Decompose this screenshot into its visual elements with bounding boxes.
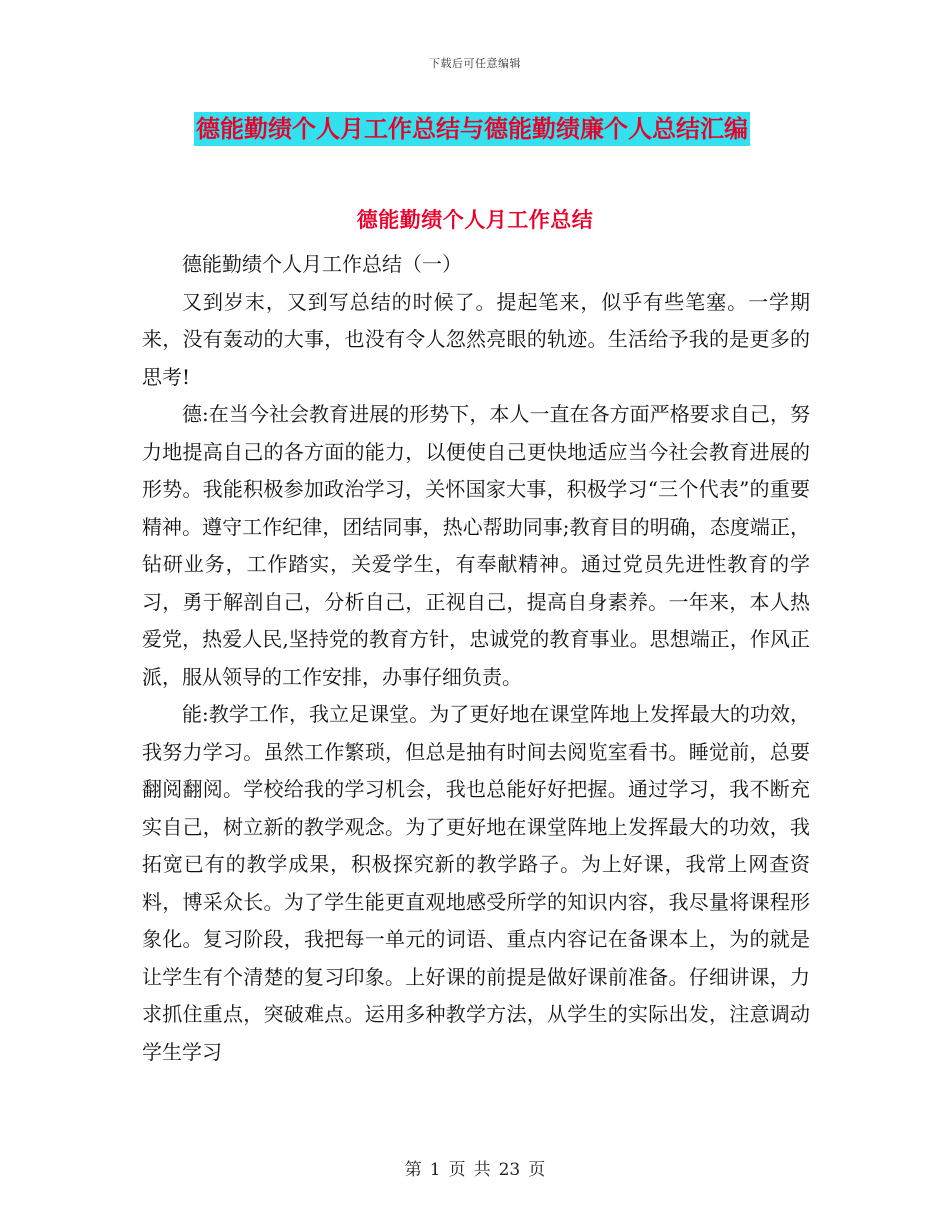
document-title: 德能勤绩个人月工作总结与德能勤绩廉个人总结汇编 [194, 112, 750, 146]
footer-page-unit: 页 [448, 1160, 466, 1180]
header-note: 下载后可任意编辑 [429, 57, 521, 70]
paragraph-subtitle: 德能勤绩个人月工作总结（一） [182, 252, 462, 276]
footer-page-number: 1 [429, 1160, 441, 1180]
section-title: 德能勤绩个人月工作总结 [356, 208, 594, 232]
paragraph-de: 德:在当今社会教育进展的形势下，本人一直在各方面严格要求自己，努力地提高自己的各方面的能力，以便使自己更快地适应当今社会教育进展的形势。我能积极参加政治学习，关怀国家大事，积极学习“三个代表”的重要精神。遵守工作纪律，团结同事，热心帮助同事;教育目的明确，态度端正，钻研业务，工作踏实，关爱学生，有奉献精神。通过党员先进性教育的学习，勇于解剖自己，分析自己，正视自己，提高自身素养。一年来，本人热爱党，热爱人民,坚持党的教育方针，忠诚党的教育事业。思想端正，作风正派，服从领导的工作安排，办事仔细负责。 [142, 402, 810, 689]
paragraph-intro: 又到岁末，又到写总结的时候了。提起笔来，似乎有些笔塞。一学期来，没有轰动的大事，也没有令人忽然亮眼的轨迹。生活给予我的是更多的思考! [142, 289, 810, 389]
body-text [142, 246, 810, 1071]
paragraph-neng: 能:教学工作，我立足课堂。为了更好地在课堂阵地上发挥最大的功效，我努力学习。虽然工作繁琐，但总是抽有时间去阅览室看书。睡觉前，总要翻阅翻阅。学校给我的学习机会，我也总能好好把握。通过学习，我不断充实自己，树立新的教学观念。为了更好地在课堂阵地上发挥最大的功效，我拓宽已有的教学成果，积极探究新的教学路子。为上好课，我常上网查资料，博采众长。为了学生能更直观地感受所学的知识内容，我尽量将课程形象化。复习阶段，我把每一单元的词语、重点内容记在备课本上，为的就是让学生有个清楚的复习印象。上好课的前提是做好课前准备。仔细讲课，力求抓住重点，突破难点。运用多种教学方法，从学生的实际出发，注意调动学生学习 [142, 702, 810, 1064]
page-footer [0, 1155, 950, 1180]
footer-total-pages: 23 [498, 1160, 521, 1180]
footer-total-unit: 页 [528, 1160, 546, 1180]
footer-prefix: 第 [404, 1160, 422, 1180]
footer-total-prefix: 共 [473, 1160, 491, 1180]
document-title-container [194, 112, 804, 146]
